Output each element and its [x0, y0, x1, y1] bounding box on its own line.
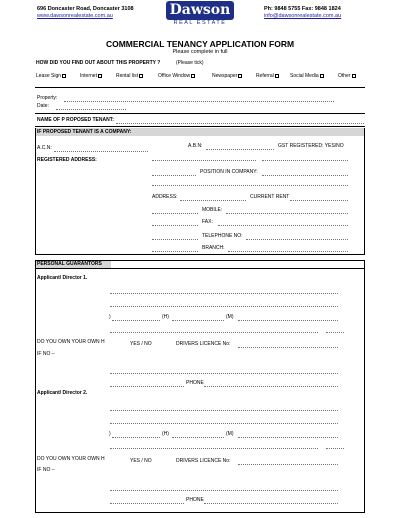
- section-border-left: [35, 128, 36, 254]
- applicant-1-contact-field[interactable]: [110, 386, 184, 387]
- position-prefix-field[interactable]: [152, 175, 196, 176]
- dawson-logo: [166, 1, 234, 27]
- telephone-label: TELEPHONE NO:: [202, 233, 243, 239]
- applicant-1-licence-label: DRIVERS LICENCE No:: [176, 341, 231, 347]
- applicant-1-phone-label: PHONE: [186, 380, 204, 386]
- registered-address-field-2[interactable]: [262, 160, 348, 161]
- agency-website-link[interactable]: www.dawsonrealestate.com.au: [37, 13, 113, 19]
- applicant-2-mobile-label: (M): [226, 431, 234, 437]
- acn-field[interactable]: [54, 151, 148, 152]
- applicant-1-label: Applicant/ Director 1.: [37, 275, 88, 281]
- agency-email-link[interactable]: info@dawsonrealestate.com.au: [264, 13, 342, 19]
- branch-field[interactable]: [228, 251, 348, 252]
- agency-phone-fax: Ph: 9848 5755 Fax: 9848 1824: [264, 6, 341, 12]
- mobile-field[interactable]: [226, 213, 348, 214]
- agency-address: 696 Doncaster Road, Doncaster 3108: [37, 6, 134, 12]
- property-label: Property:: [37, 95, 58, 101]
- divider: [35, 87, 365, 88]
- applicant-1-yes-no[interactable]: YES / NO: [130, 341, 152, 347]
- applicant-1-own-home-label: DO YOU OWN YOUR OWN H: [37, 339, 105, 345]
- applicant-1-extra-field-2[interactable]: [326, 332, 344, 333]
- current-rent-label: CURRENT RENT: [250, 194, 290, 200]
- divider: [35, 260, 365, 261]
- position-field[interactable]: [262, 175, 348, 176]
- telephone-field[interactable]: [246, 239, 348, 240]
- current-rent-field[interactable]: [290, 200, 348, 201]
- acn-label: A.C.N:: [37, 145, 52, 151]
- company-address-field[interactable]: [180, 200, 246, 201]
- logo-tagline: REAL ESTATE: [173, 20, 227, 26]
- applicant-2-phone-label: PHONE: [186, 497, 204, 503]
- source-referral[interactable]: Referral: [256, 73, 279, 79]
- applicant-1-home-field[interactable]: [112, 320, 160, 321]
- source-rental-list[interactable]: Rental list: [116, 73, 143, 79]
- form-subtitle: Please complete in full: [172, 49, 228, 55]
- branch-label: BRANCH:: [202, 245, 225, 251]
- applicant-1-if-no-field[interactable]: [110, 373, 338, 374]
- applicant-1-home-label: (H): [162, 314, 169, 320]
- applicant-2-extra-field[interactable]: [110, 448, 318, 449]
- applicant-1-mobile-field[interactable]: [238, 320, 338, 321]
- gst-label: GST REGISTERED: YES/NO: [278, 143, 344, 149]
- checkbox[interactable]: [98, 74, 102, 78]
- telephone-prefix-field[interactable]: [152, 239, 198, 240]
- mobile-label: MOBILE:: [202, 207, 223, 213]
- tenant-name-field[interactable]: [116, 123, 364, 124]
- section-border-right: [364, 128, 365, 254]
- checkbox[interactable]: [62, 74, 66, 78]
- applicant-2-phone-open: ): [109, 431, 111, 437]
- source-social-media[interactable]: Social Media: [290, 73, 324, 79]
- how-question: HOW DID YOU FIND OUT ABOUT THIS PROPERTY ?: [36, 60, 161, 66]
- applicant-2-if-no-label: IF NO –: [37, 467, 55, 473]
- applicant-2-mobile-field[interactable]: [238, 437, 338, 438]
- applicant-1-mobile-label: (M): [226, 314, 234, 320]
- applicant-2-label: Applicant/ Director 2.: [37, 390, 88, 396]
- company-line-field[interactable]: [152, 185, 348, 186]
- divider: [35, 254, 365, 255]
- date-field[interactable]: [56, 109, 126, 110]
- divider: [35, 113, 365, 114]
- please-tick-note: (Please tick): [176, 60, 204, 66]
- checkbox[interactable]: [275, 74, 279, 78]
- property-field[interactable]: [64, 101, 334, 102]
- checkbox[interactable]: [191, 74, 195, 78]
- checkbox[interactable]: [139, 74, 143, 78]
- applicant-2-contact-field[interactable]: [110, 503, 184, 504]
- applicant-2-extra-field-2[interactable]: [326, 448, 344, 449]
- applicant-1-spacer-field[interactable]: [172, 320, 224, 321]
- position-label: POSITION IN COMPANY:: [200, 169, 258, 175]
- divider: [35, 126, 365, 127]
- fax-label: FAX:: [202, 219, 213, 225]
- guarantors-heading: PERSONAL GUARANTORS: [37, 261, 102, 267]
- divider: [35, 268, 365, 269]
- checkbox[interactable]: [352, 74, 356, 78]
- applicant-2-home-field[interactable]: [112, 437, 160, 438]
- source-lease-sign[interactable]: Lease Sign: [36, 73, 66, 79]
- source-newspaper[interactable]: Newspaper: [212, 73, 242, 79]
- section-border-right: [364, 260, 365, 513]
- logo-wordmark: Dawson: [166, 1, 234, 20]
- source-internet[interactable]: Internet: [80, 73, 102, 79]
- applicant-2-home-label: (H): [162, 431, 169, 437]
- applicant-1-name-field[interactable]: [110, 293, 338, 294]
- checkbox[interactable]: [320, 74, 324, 78]
- applicant-1-address-field[interactable]: [110, 306, 338, 307]
- applicant-1-licence-field[interactable]: [238, 347, 338, 348]
- applicant-1-phone-field[interactable]: [204, 386, 338, 387]
- applicant-2-licence-field[interactable]: [238, 464, 338, 465]
- registered-address-label: REGISTERED ADDRESS:: [37, 157, 97, 163]
- branch-prefix-field[interactable]: [152, 251, 198, 252]
- section-border-left: [35, 260, 36, 513]
- tenant-name-label: NAME OF P ROPOSED TENANT:: [37, 117, 114, 123]
- fax-field[interactable]: [218, 225, 348, 226]
- applicant-2-phone-field[interactable]: [204, 503, 338, 504]
- fax-prefix-field[interactable]: [152, 225, 198, 226]
- applicant-2-own-home-label: DO YOU OWN YOUR OWN H: [37, 456, 105, 462]
- date-label: Date:: [37, 103, 49, 109]
- applicant-2-licence-label: DRIVERS LICENCE No:: [176, 458, 231, 464]
- company-heading: IF PROPOSED TENANT IS A COMPANY:: [37, 129, 132, 135]
- applicant-1-if-no-label: IF NO –: [37, 351, 55, 357]
- applicant-2-name-field[interactable]: [110, 410, 338, 411]
- applicant-1-phone-open: ): [109, 314, 111, 320]
- abn-field[interactable]: [206, 149, 274, 150]
- mobile-prefix-field[interactable]: [152, 213, 198, 214]
- applicant-2-address-field[interactable]: [110, 423, 338, 424]
- company-address-label: ADDRESS:: [152, 194, 178, 200]
- abn-label: A.B.N:: [188, 143, 203, 149]
- registered-address-field-1[interactable]: [152, 160, 256, 161]
- applicant-1-extra-field[interactable]: [110, 332, 318, 333]
- applicant-2-yes-no[interactable]: YES / NO: [130, 458, 152, 464]
- source-office-window[interactable]: Office Window: [158, 73, 195, 79]
- divider: [35, 512, 365, 513]
- checkbox[interactable]: [238, 74, 242, 78]
- applicant-2-spacer-field[interactable]: [172, 437, 224, 438]
- form-title: COMMERCIAL TENANCY APPLICATION FORM: [105, 39, 295, 49]
- applicant-2-if-no-field[interactable]: [110, 490, 338, 491]
- source-other[interactable]: Other: [338, 73, 356, 79]
